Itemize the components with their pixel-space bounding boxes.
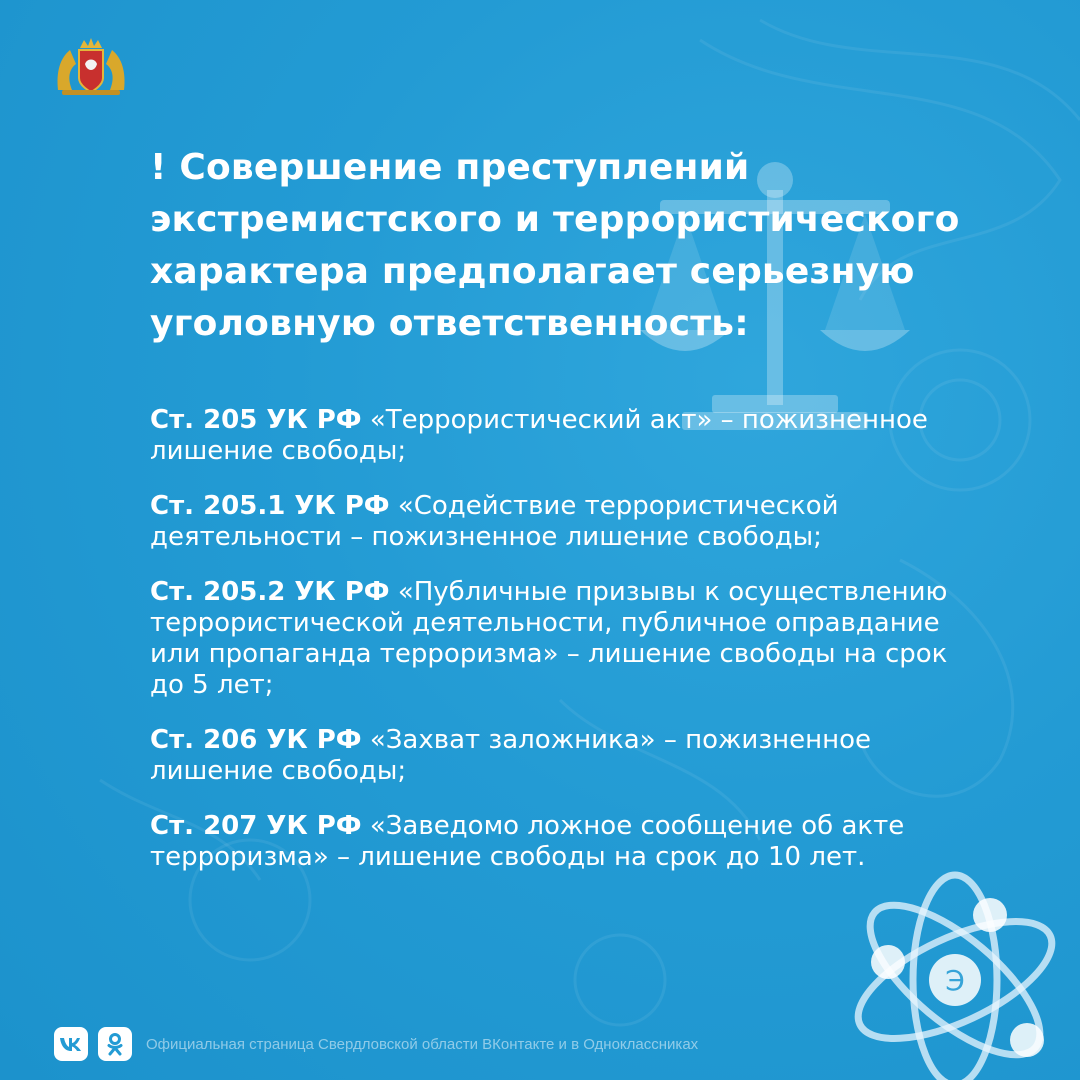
footer-text: Официальная страница Свердловской области ВКонтакте и в Одноклассниках: [146, 1035, 699, 1053]
article-item: [150, 405, 980, 467]
article-text: «Террористический акт» – пожизненное лишение свободы;: [150, 405, 928, 466]
vk-icon[interactable]: [54, 1027, 88, 1061]
headline: ! Совершение преступлений экстремистского и террористического характера предполагает серьезную уголовную ответственность:: [150, 147, 960, 344]
article-number: Ст. 205 УК РФ: [150, 405, 362, 435]
article-text: «Захват заложника» – пожизненное лишение свободы;: [150, 725, 872, 786]
article-number: Ст. 205.1 УК РФ: [150, 491, 390, 521]
article-number: Ст. 205.2 УК РФ: [150, 577, 390, 607]
article-number: Ст. 206 УК РФ: [150, 725, 362, 755]
article-number: Ст. 207 УК РФ: [150, 811, 362, 841]
footer: [54, 1027, 698, 1061]
article-item: [150, 811, 980, 873]
svg-text:Э: Э: [945, 964, 965, 997]
article-item: [150, 725, 980, 787]
article-item: [150, 577, 980, 701]
article-text: «Заведомо ложное сообщение об акте терроризма» – лишение свободы на срок до 10 лет.: [150, 811, 905, 872]
article-text: «Содействие террористической деятельности – пожизненное лишение свободы;: [150, 491, 839, 552]
coat-of-arms-icon: [54, 38, 128, 98]
articles-list: [150, 405, 980, 897]
article-text: «Публичные призывы к осуществлению террористической деятельности, публичное оправдание или пропаганда терроризма» – лишение свободы на срок до 5 лет;: [150, 577, 948, 700]
article-item: [150, 491, 980, 553]
odnoklassniki-icon[interactable]: [98, 1027, 132, 1061]
